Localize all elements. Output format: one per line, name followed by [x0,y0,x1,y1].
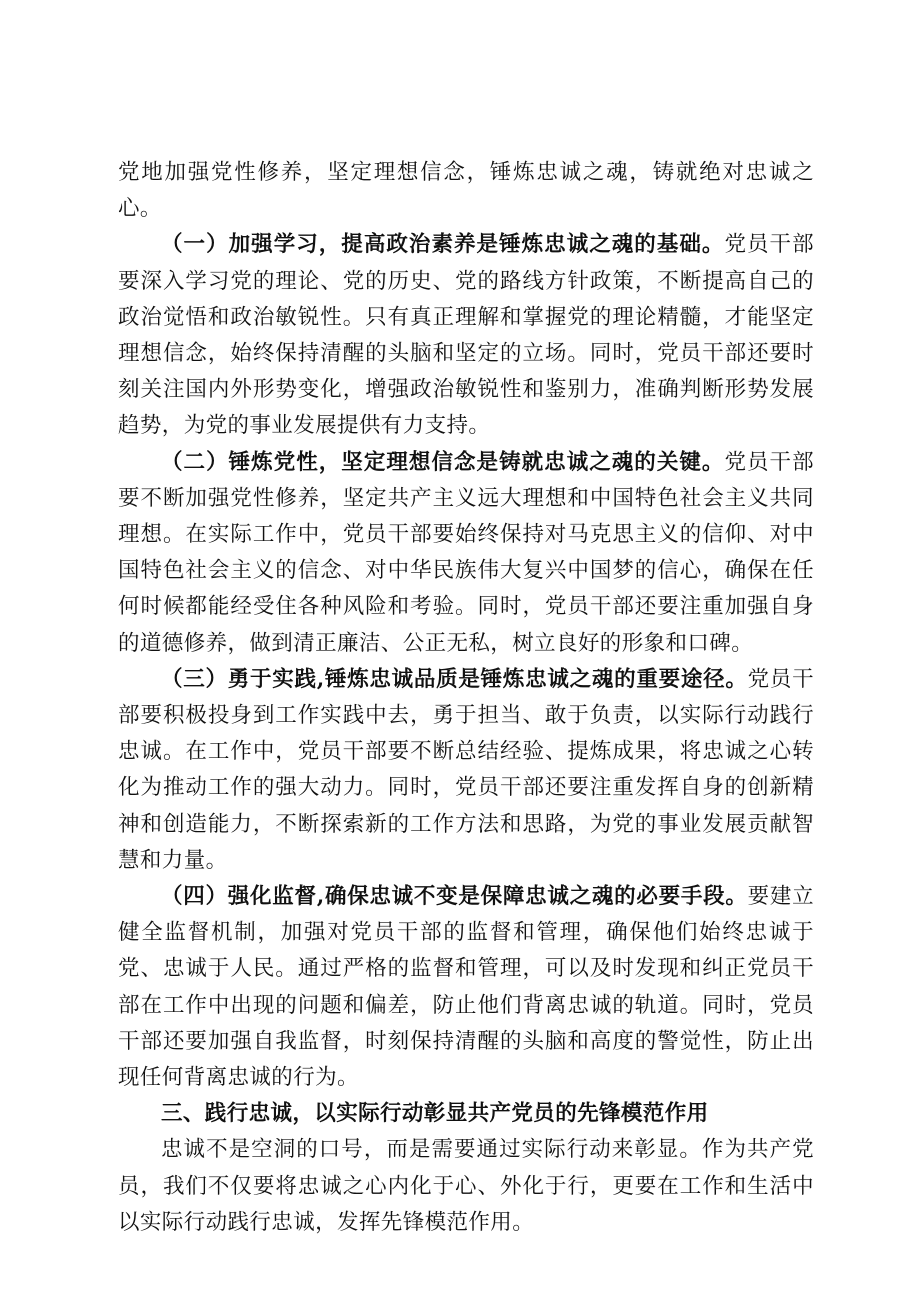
paragraph-supervision [118,879,814,1096]
paragraph-lead: （一）加强学习，提高政治素养是锤炼忠诚之魂的基础。 [161,232,725,258]
paragraph-lead: （二）锤炼党性，坚定理想信念是铸就忠诚之魂的关键。 [161,449,725,475]
section-heading: 三、践行忠诚，以实际行动彰显共产党员的先锋模范作用 [161,1101,709,1127]
paragraph-text: 要建立健全监督机制，加强对党员干部的监督和管理，确保他们始终忠诚于党、忠诚于人民。通过严格的监督和管理，可以及时发现和纠正党员干部在工作中出现的问题和偏差，防止他们背离忠诚的轨道。同时，党员干部还要加强自我监督，时刻保持清醒的头脑和高度的警觉性，防止出现任何背离忠诚的行为。 [118,884,814,1091]
paragraph-text: 忠诚不是空洞的口号，而是需要通过实际行动来彰显。作为共产党员，我们不仅要将忠诚之心内化于心、外化于行，更要在工作和生活中以实际行动践行忠诚，发挥先锋模范作用。 [118,1137,814,1235]
paragraph-lead: （四）强化监督,确保忠诚不变是保障忠诚之魂的必要手段。 [161,884,748,910]
paragraph-practice [118,662,814,879]
paragraph-text: 党地加强党性修养，坚定理想信念，锤炼忠诚之魂，铸就绝对忠诚之心。 [118,160,814,222]
document-page [118,155,814,1241]
paragraph-text: 党员干部要不断加强党性修养，坚定共产主义远大理想和中国特色社会主义共同理想。在实际工作中，党员干部要始终保持对马克思主义的信仰、对中国特色社会主义的信念、对中华民族伟大复兴中国梦的信心，确保在任何时候都能经受住各种风险和考验。同时，党员干部还要注重加强自身的道德修养，做到清正廉洁、公正无私，树立良好的形象和口碑。 [118,449,814,656]
paragraph-final [118,1132,814,1241]
paragraph-text: 党员干部要深入学习党的理论、党的历史、党的路线方针政策，不断提高自己的政治觉悟和政治敏锐性。只有真正理解和掌握党的理论精髓，才能坚定理想信念，始终保持清醒的头脑和坚定的立场。同时，党员干部还要时刻关注国内外形势变化，增强政治敏锐性和鉴别力，准确判断形势发展趋势，为党的事业发展提供有力支持。 [118,232,814,439]
paragraph-lead: （三）勇于实践,锤炼忠诚品质是锤炼忠诚之魂的重要途径。 [161,666,748,692]
paragraph-continuation [118,155,814,227]
paragraph-party-spirit [118,445,814,662]
paragraph-text: 党员干部要积极投身到工作实践中去，勇于担当、敢于负责，以实际行动践行忠诚。在工作中，党员干部要不断总结经验、提炼成果，将忠诚之心转化为推动工作的强大动力。同时，党员干部还要注重发挥自身的创新精神和创造能力，不断探索新的工作方法和思路，为党的事业发展贡献智慧和力量。 [118,666,814,873]
paragraph-study [118,227,814,444]
